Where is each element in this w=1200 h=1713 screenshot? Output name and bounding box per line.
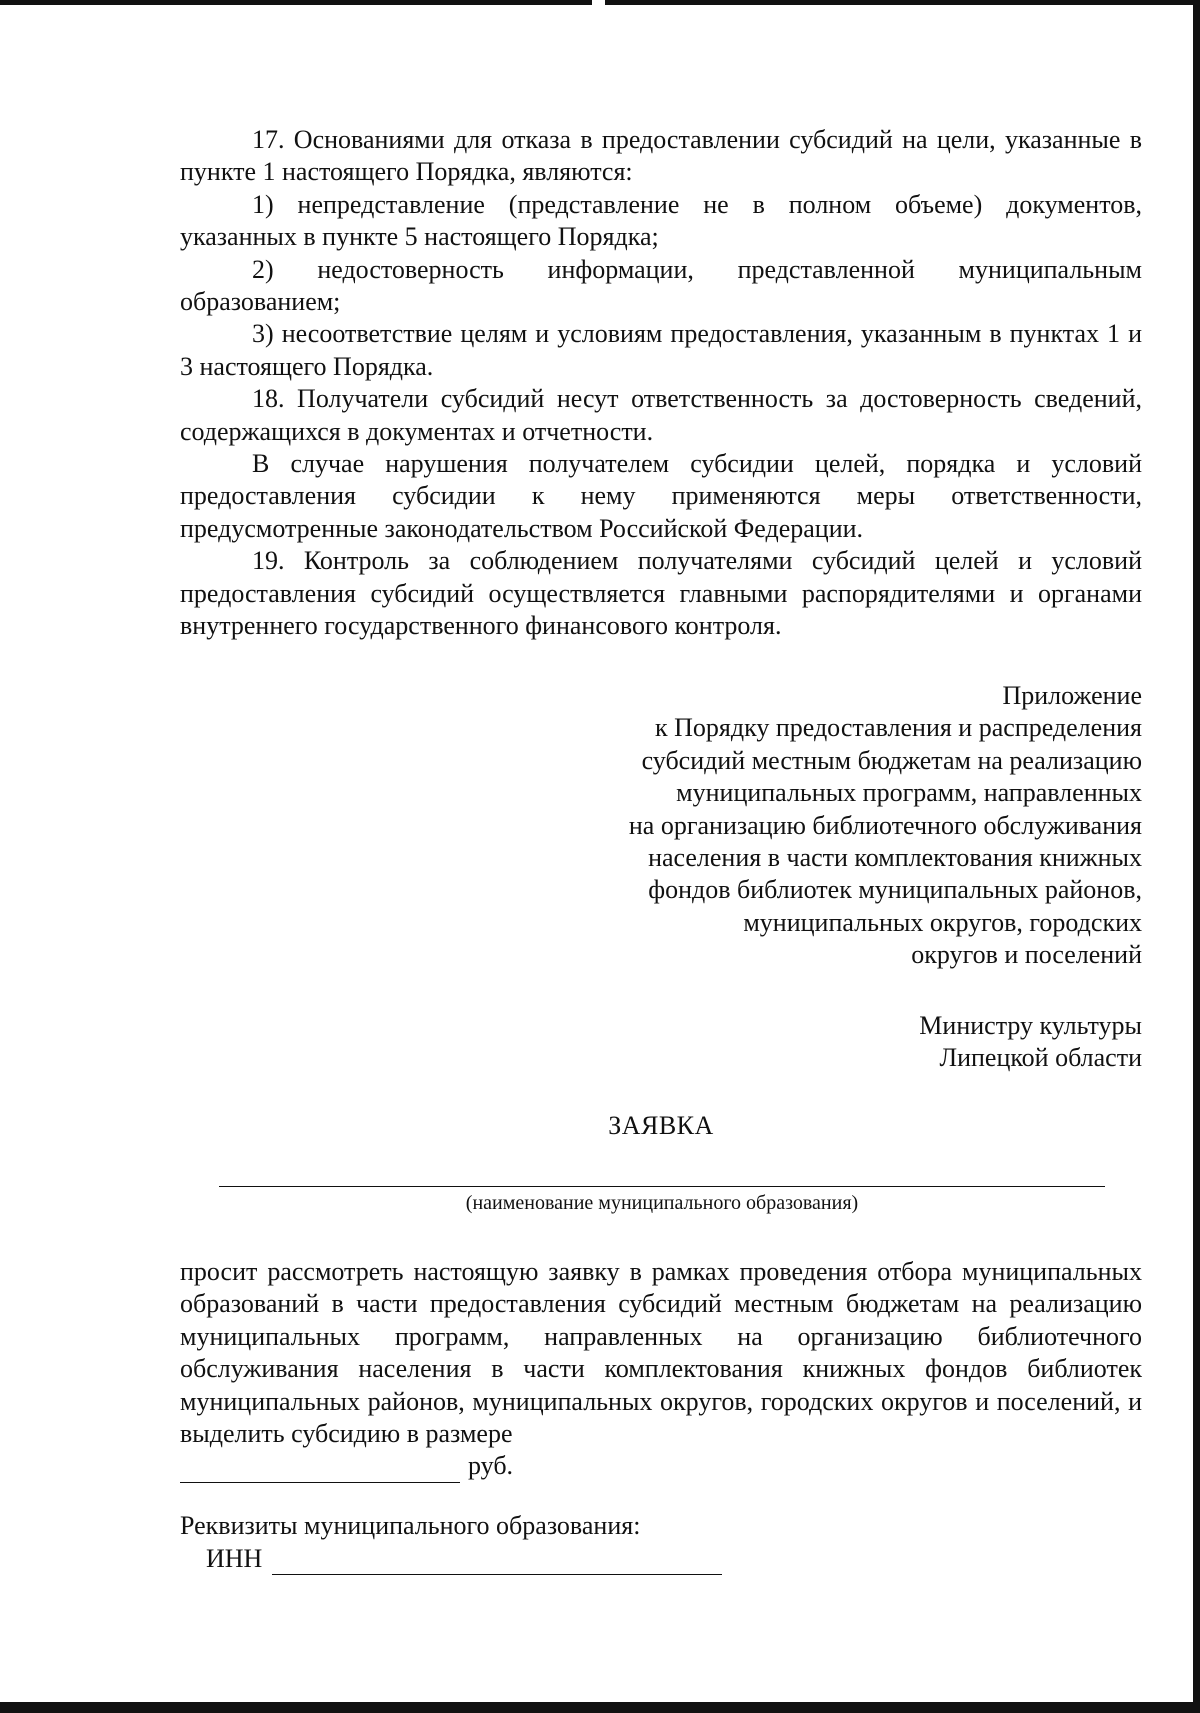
inn-field[interactable] [272, 1548, 722, 1575]
subsidy-amount-field[interactable] [180, 1458, 460, 1483]
paragraph-18-violations: В случае нарушения получателем субсидии целей, порядка и условий предоставления субсидии к нему применяются меры ответственности, предусмотренные законодательством Российской Федерации. [180, 449, 1142, 543]
form-title: ЗАЯВКА [608, 1111, 714, 1140]
paragraph-17-item-1: 1) непредставление (представление не в полном объеме) документов, указанных в пункте 5 настоящего Порядка; [180, 189, 1142, 252]
paragraph-18: 18. Получатели субсидий несут ответственность за достоверность сведений, содержащихся в документах и отчетности. [180, 384, 1142, 446]
appendix-line: населения в части комплектования книжных [648, 843, 1142, 873]
addressee-line: Липецкой области [939, 1043, 1142, 1073]
paragraph-17-item-2: 2) недостоверность информации, представленной муниципальным образованием; [180, 254, 1142, 317]
appendix-line: муниципальных округов, городских [743, 907, 1142, 937]
paragraph-17: 17. Основаниями для отказа в предоставлении субсидий на цели, указанные в пункте 1 настоящего Порядка, являются: [180, 125, 1142, 187]
municipality-name-field[interactable] [219, 1186, 1105, 1187]
appendix-line: фондов библиотек муниципальных районов, [648, 875, 1142, 905]
addressee [742, 1010, 1142, 1075]
inn-label: ИНН [206, 1544, 263, 1573]
addressee-line: Министру культуры [919, 1011, 1142, 1040]
scan-border-top-right [605, 0, 1200, 5]
request-text: просит рассмотреть настоящую заявку в рамках проведения отбора муниципальных образований в части предоставления субсидий местным бюджетам на реализацию муниципальных программ, направленных на организацию библиотечного обслуживания населения в части комплектования книжных фондов библиотек муниципальных районов, муниципальных округов, городских округов и поселений, и выделить субсидию в размере [180, 1257, 1142, 1449]
appendix-heading [522, 680, 1142, 972]
appendix-line: на организацию библиотечного обслуживания [628, 810, 1142, 840]
scan-border-top-left [0, 0, 592, 5]
appendix-line: округов и поселений [911, 940, 1142, 970]
currency-label: руб. [468, 1451, 514, 1481]
municipality-name-caption: (наименование муниципального образования) [465, 1192, 859, 1214]
paragraph-17-item-3: 3) несоответствие целям и условиям предоставления, указанным в пунктах 1 и 3 настоящего Порядка. [180, 319, 1142, 381]
inn-row [206, 1543, 722, 1575]
request-text-block [180, 1256, 1142, 1483]
details-title: Реквизиты муниципального образования: [180, 1511, 641, 1540]
scan-border-bottom [0, 1702, 1200, 1713]
amount-row [180, 1450, 1142, 1482]
appendix-line: к Порядку предоставления и распределения [654, 713, 1142, 743]
appendix-line: муниципальных программ, направленных [676, 778, 1142, 808]
paragraph-19: 19. Контроль за соблюдением получателями субсидий целей и условий предоставления субсидий осуществляется главными распорядителями и органами внутреннего государственного финансового контроля. [180, 546, 1142, 641]
scan-border-right [1193, 0, 1200, 1713]
appendix-line: субсидий местным бюджетам на реализацию [641, 745, 1142, 775]
body-text [180, 124, 1142, 643]
appendix-line: Приложение [1002, 681, 1142, 710]
